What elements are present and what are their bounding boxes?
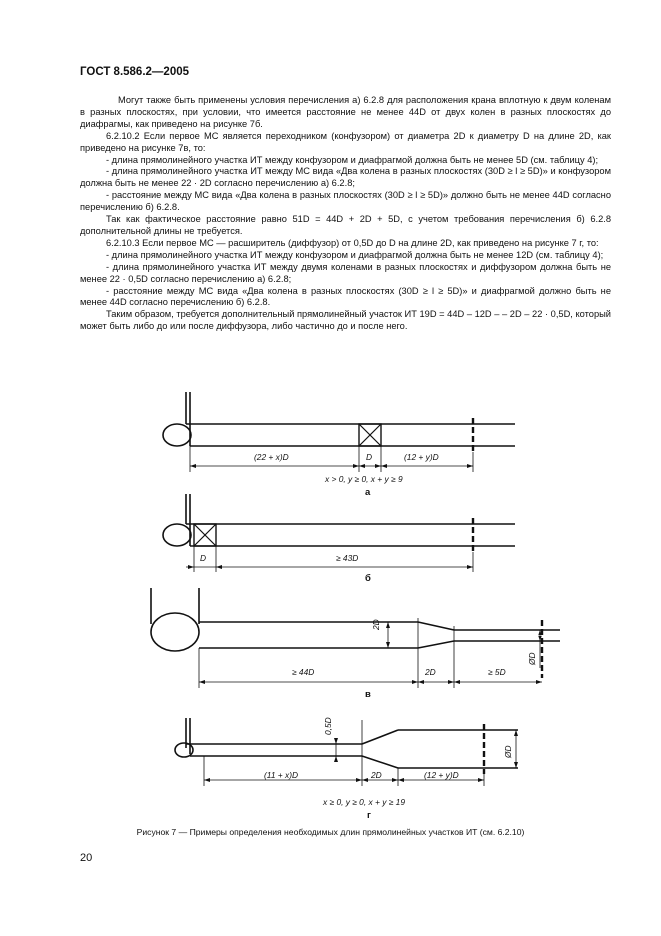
dim-c-3: ≥ 5D — [488, 667, 506, 677]
dim-b-2: ≥ 43D — [336, 553, 359, 563]
page-number: 20 — [80, 852, 93, 864]
paragraph: - длина прямолинейного участка ИТ между конфузором и диафрагмой должна быть не менее 12D (см. таблицу 4); — [106, 249, 604, 260]
dia-d-big: ØD — [503, 745, 513, 758]
dia-d-small: 0,5D — [323, 717, 333, 735]
diagram-a — [163, 392, 515, 472]
dim-a-2: D — [366, 452, 373, 462]
paragraph: 6.2.10.3 Если первое МС — расширитель (диффузор) от 0,5D до D на длине 2D, как приведено на рисунке 7 г, то: — [106, 237, 599, 248]
paragraph: - расстояние между МС вида «Два колена в разных плоскостях (30D ≥ l ≥ 5D)» и диафрагмой должно быть не менее 44D согласно перечислению б) 6.2.8. — [80, 285, 611, 308]
paragraph: 6.2.10.2 Если первое МС является переходником (конфузором) от диаметра 2D к диаметру D на длине 2D, как приведено на рисунке 7в, то: — [80, 130, 611, 153]
figure-7 — [0, 380, 661, 830]
paragraph: - расстояние между МС вида «Два колена в разных плоскостях (30D ≥ l ≥ 5D)» должно быть не менее 44D согласно перечислению б) 6.2.8. — [80, 190, 611, 213]
dim-a-3: (12 + y)D — [404, 452, 439, 462]
dim-d-3: (12 + y)D — [424, 770, 459, 780]
label-b: б — [365, 573, 371, 584]
figure-7-drawing — [0, 380, 661, 830]
paragraph: Таким образом, требуется дополнительный прямолинейный участок ИТ 19D = 44D – 12D – – 2D – 22 · 0,5D, который может быть либо до или после диффузора, либо частично до и после него. — [80, 309, 611, 332]
paragraph: Так как фактическое расстояние равно 51D = 44D + 2D + 5D, с учетом требования перечисления б) 6.2.8 дополнительной длины не требуется. — [80, 214, 611, 236]
paragraph: - длина прямолинейного участка ИТ между двумя коленами в разных плоскостях и диффузором должна быть не менее 22 · 0,5D согласно перечислению а) 6.2.8; — [80, 261, 611, 284]
dim-c-1: ≥ 44D — [292, 667, 315, 677]
dim-d-1: (11 + x)D — [264, 770, 299, 780]
cond-a: x > 0, y ≥ 0, x + y ≥ 9 — [325, 474, 403, 484]
body-text — [80, 95, 611, 333]
dim-b-1: D — [200, 553, 207, 563]
diagram-d — [175, 718, 518, 786]
label-a: а — [365, 487, 371, 498]
paragraph: - длина прямолинейного участка ИТ между конфузором и диафрагмой должна быть не менее 5D (см. таблицу 4); — [106, 154, 599, 165]
paragraph: Могут также быть применены условия перечисления а) 6.2.8 для расположения крана вплотную к двум коленам в разных плоскостях, при условии, что имеется расстояние не менее 44D от двух колен в разных плоскостях до диафрагмы, как приведено на рисунке 7б. — [80, 95, 611, 129]
cond-d: x ≥ 0, y ≥ 0, x + y ≥ 19 — [323, 797, 405, 807]
figure-caption: Рисунок 7 — Примеры определения необходимых длин прямолинейных участков ИТ (см. 6.2.10) — [136, 827, 525, 837]
dia-c-small: ØD — [527, 652, 537, 665]
label-c: в — [365, 689, 371, 700]
document-header: ГОСТ 8.586.2—2005 — [80, 66, 190, 78]
paragraph: - длина прямолинейного участка ИТ между МС вида «Два колена в разных плоскостях (30D ≥ l ≥ 5D)» и конфузором должна быть не менее 22 · 2D согласно перечислению а) 6.2.8; — [80, 166, 611, 189]
dim-a-1: (22 + x)D — [254, 452, 289, 462]
dim-c-2: 2D — [425, 667, 436, 677]
dia-c-big: 2D — [371, 619, 381, 630]
label-d: г — [367, 810, 371, 821]
dim-d-2: 2D — [371, 770, 382, 780]
